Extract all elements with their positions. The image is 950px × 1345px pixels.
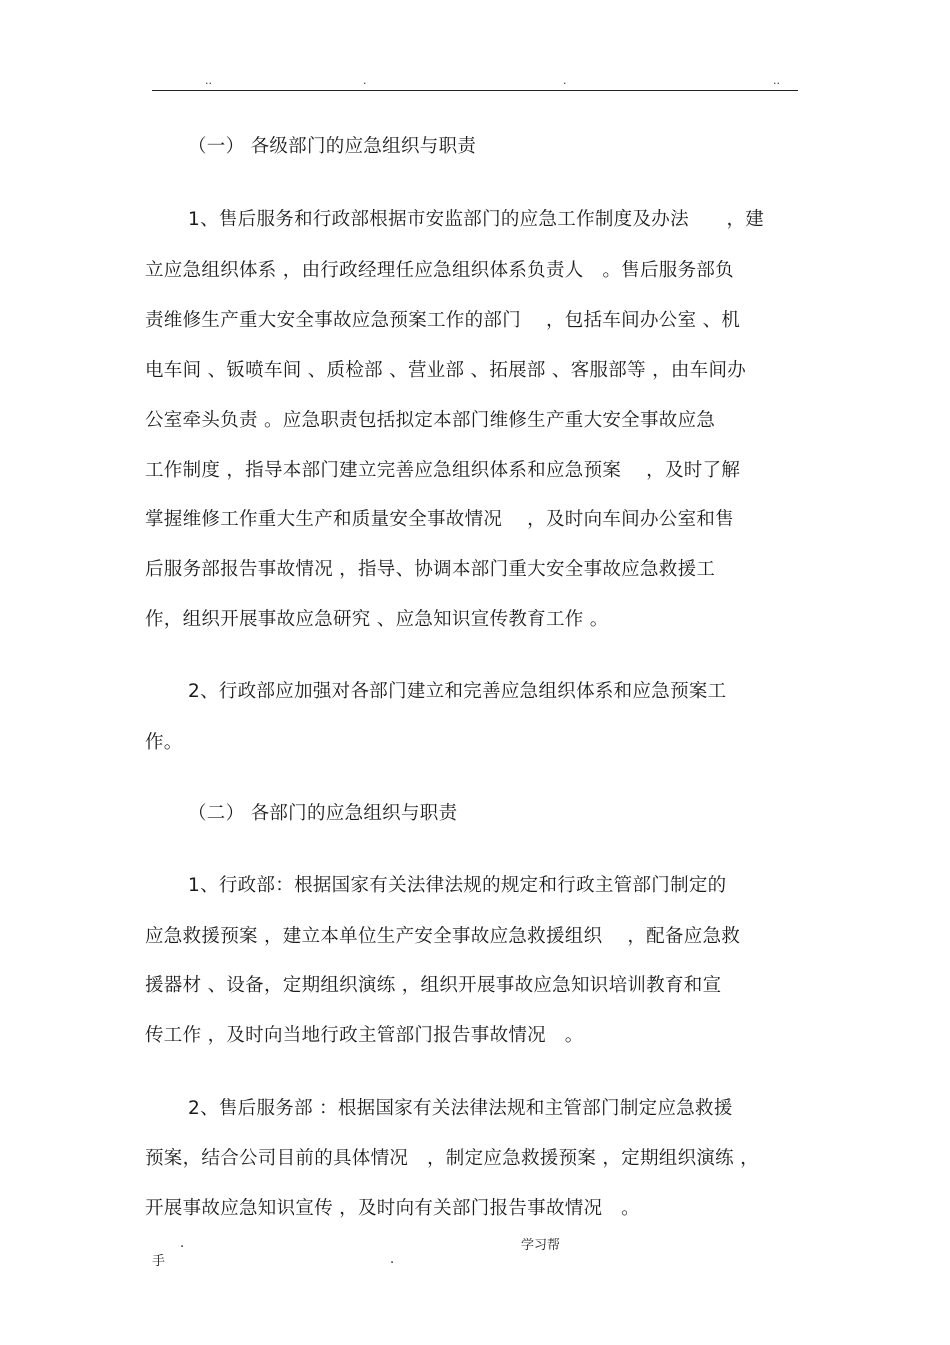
header-rule xyxy=(152,90,798,91)
header-mark: .. xyxy=(205,74,212,87)
paragraph-line: 2、售后服务部 ：根据国家有关法律法规和主管部门制定应急救援 xyxy=(188,1098,733,1119)
paragraph-line: 开展事故应急知识宣传 ，及时向有关部门报告事故情况 。 xyxy=(145,1198,640,1219)
paragraph-line: 1、售后服务和行政部根据市安监部门的应急工作制度及办法 ，建 xyxy=(188,209,765,230)
paragraph-line: 公室牵头负责 。应急职责包括拟定本部门维修生产重大安全事故应急 xyxy=(145,410,716,431)
paragraph-line: 责维修生产重大安全事故应急预案工作的部门 ，包括车间办公室 、机 xyxy=(145,310,741,331)
paragraph-line: 2、行政部应加强对各部门建立和完善应急组织体系和应急预案工 xyxy=(188,681,727,702)
paragraph-line: 预案，结合公司目前的具体情况 ，制定应急救援预案 ，定期组织演练 ， xyxy=(145,1148,759,1169)
footer-label: 学习帮 xyxy=(521,1238,561,1253)
footer-dot: . xyxy=(390,1252,395,1267)
paragraph-line: 立应急组织体系 ，由行政经理任应急组织体系负责人 。售后服务部负 xyxy=(145,260,734,281)
footer-label: 手 xyxy=(152,1254,166,1269)
paragraph-line: 掌握维修工作重大生产和质量安全事故情况 ，及时向车间办公室和售 xyxy=(145,509,734,530)
paragraph-line: 后服务部报告事故情况 ，指导、协调本部门重大安全事故应急救援工 xyxy=(145,559,716,580)
paragraph-line: 1、行政部：根据国家有关法律法规的规定和行政主管部门制定的 xyxy=(188,875,727,896)
header-mark: .. xyxy=(773,74,780,87)
paragraph-line: 传工作 ，及时向当地行政主管部门报告事故情况 。 xyxy=(145,1025,584,1046)
paragraph-line: 作，组织开展事故应急研究 、应急知识宣传教育工作 。 xyxy=(145,609,609,630)
paragraph-line: 援器材 、设备，定期组织演练 ，组织开展事故应急知识培训教育和宣 xyxy=(145,975,722,996)
paragraph-line: 作。 xyxy=(145,732,183,753)
section-title: （一） 各级部门的应急组织与职责 xyxy=(188,136,477,157)
paragraph-line: 工作制度 ，指导本部门建立完善应急组织体系和应急预案 ，及时了解 xyxy=(145,460,741,481)
header-mark: . xyxy=(363,74,367,87)
header-mark: . xyxy=(563,74,567,87)
paragraph-line: 电车间 、钣喷车间 、质检部 、营业部 、拓展部 、客服部等 ，由车间办 xyxy=(145,360,747,381)
footer-dot: . xyxy=(180,1236,185,1251)
section-title: （二） 各部门的应急组织与职责 xyxy=(188,803,458,824)
paragraph-line: 应急救援预案 ，建立本单位生产安全事故应急救援组织 ，配备应急救 xyxy=(145,926,741,947)
